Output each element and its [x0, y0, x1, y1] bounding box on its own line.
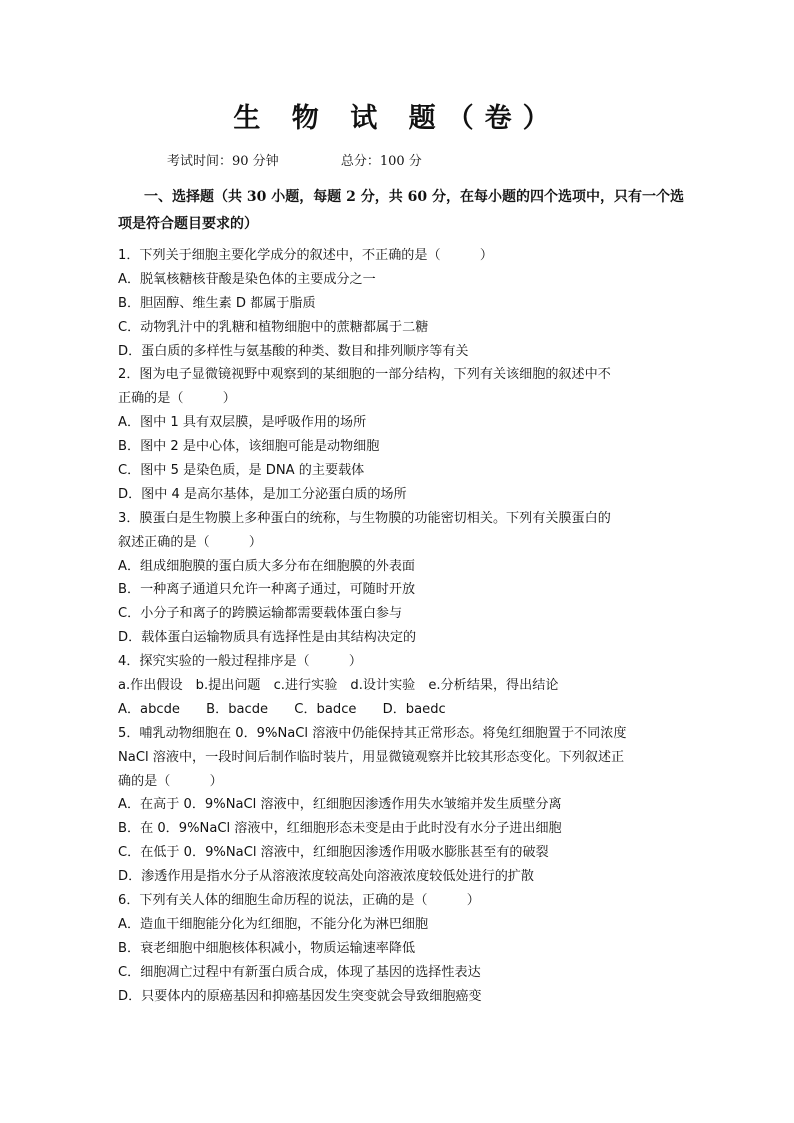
question-line: 6．下列有关人体的细胞生命历程的说法，正确的是（ ） [118, 893, 480, 909]
question-line: D．只要体内的原癌基因和抑癌基因发生突变就会导致细胞癌变 [118, 988, 482, 1004]
question-line: 3．膜蛋白是生物膜上多种蛋白的统称，与生物膜的功能密切相关。下列有关膜蛋白的 [118, 510, 611, 526]
total-score: 总分：100 分 [340, 154, 422, 169]
question-line: C．小分子和离子的跨膜运输都需要载体蛋白参与 [118, 606, 403, 622]
question-line: 叙述正确的是（ ） [118, 534, 263, 550]
question-line: 2．图为电子显微镜视野中观察到的某细胞的一部分结构，下列有关该细胞的叙述中不 [118, 367, 611, 383]
question-line: D．渗透作用是指水分子从溶液浓度较高处向溶液浓度较低处进行的扩散 [118, 869, 534, 885]
question-line: C．图中 5 是染色质，是 DNA 的主要载体 [118, 463, 365, 479]
question-line: D．图中 4 是高尔基体，是加工分泌蛋白质的场所 [118, 486, 407, 502]
question-line: A．组成细胞膜的蛋白质大多分布在细胞膜的外表面 [118, 558, 416, 574]
question-line: 正确的是（ ） [118, 391, 236, 407]
question-line: B．在 0．9%NaCl 溶液中，红细胞形态未变是由于此时没有水分子进出细胞 [118, 821, 562, 837]
question-line: B．胆固醇、维生素 D 都属于脂质 [118, 295, 316, 311]
question-line: 确的是（ ） [118, 773, 223, 789]
question-line: 4．探究实验的一般过程排序是（ ） [118, 654, 363, 670]
question-line: B．图中 2 是中心体，该细胞可能是动物细胞 [118, 439, 380, 455]
question-line: C．在低于 0．9%NaCl 溶液中，红细胞因渗透作用吸水膨胀甚至有的破裂 [118, 845, 549, 861]
question-line: A．在高于 0．9%NaCl 溶液中，红细胞因渗透作用失水皱缩并发生质壁分离 [118, 797, 562, 813]
question-line: B．一种离子通道只允许一种离子通过，可随时开放 [118, 582, 416, 598]
question-line: 1．下列关于细胞主要化学成分的叙述中，不正确的是（ ） [118, 248, 493, 263]
question-line: B．衰老细胞中细胞核体积减小，物质运输速率降低 [118, 940, 416, 956]
question-line: D．蛋白质的多样性与氨基酸的种类、数目和排列顺序等有关 [118, 343, 469, 359]
page-title: 生 物 试 题（卷） [233, 103, 561, 134]
question-line: C．动物乳汁中的乳糖和植物细胞中的蔗糖都属于二糖 [118, 319, 429, 335]
question-line: a.作出假设 b.提出问题 c.进行实验 d.设计实验 e.分析结果，得出结论 [118, 678, 559, 694]
question-line: A．脱氧核糖核苷酸是染色体的主要成分之一 [118, 271, 376, 287]
exam-time: 考试时间：90 分钟 [167, 154, 279, 169]
question-line: A．图中 1 具有双层膜，是呼吸作用的场所 [118, 415, 367, 431]
exam-meta [167, 150, 422, 169]
section-heading: 一、选择题（共 30 小题，每题 2 分，共 60 分，在每小题的四个选项中，只有一个选项是符合题目要求的） [118, 189, 684, 232]
question-line: D．载体蛋白运输物质具有选择性是由其结构决定的 [118, 630, 417, 646]
question-list [118, 244, 690, 1009]
question-line: A．abcde B．bacde C．badce D．baedc [118, 701, 446, 717]
question-line: NaCl 溶液中，一段时间后制作临时装片，用显微镜观察并比较其形态变化。下列叙述正 [118, 749, 625, 765]
question-line: 5．哺乳动物细胞在 0．9%NaCl 溶液中仍能保持其正常形态。将兔红细胞置于不同浓度 [118, 725, 627, 741]
question-line: A．造血干细胞能分化为红细胞，不能分化为淋巴细胞 [118, 916, 429, 932]
question-line: C．细胞凋亡过程中有新蛋白质合成，体现了基因的选择性表达 [118, 964, 481, 980]
